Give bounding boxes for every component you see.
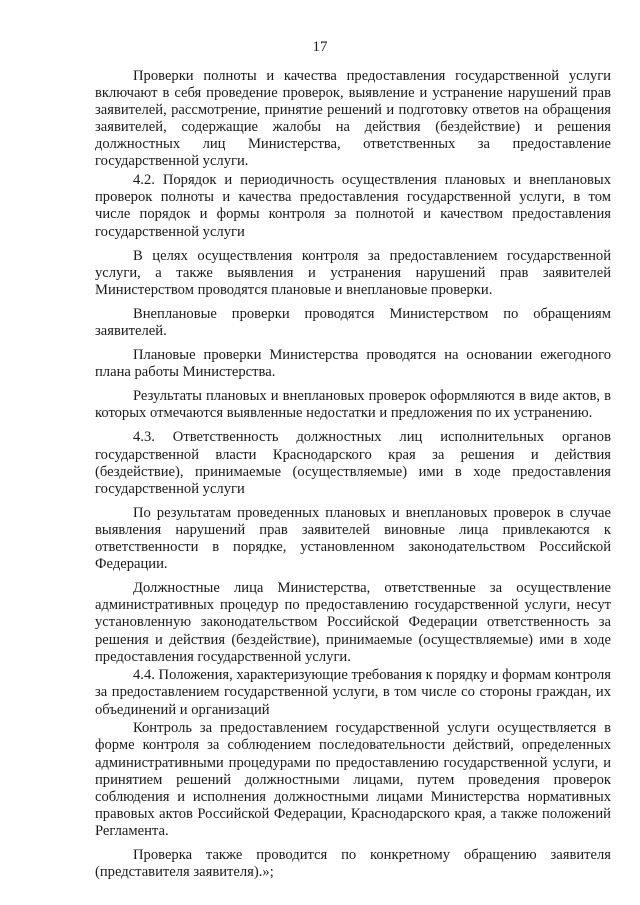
paragraph-inspections-scope: Проверки полноты и качества предоставления государственной услуги включают в себя проведение проверок, выявление и устранение нарушений прав заявителей, рассмотрение, принятие решений и подготовку ответов на обращения заявителей, содержащие жалобы на действия (бездействие) и решения должностных лиц Министерства, ответственных за предоставление государственной услуги. bbox=[95, 68, 611, 170]
paragraph-liability: По результатам проведенных плановых и внеплановых проверок в случае выявления нарушений прав заявителей виновные лица привлекаются к ответственности в порядке, установленном законодательством Российской Федерации. bbox=[95, 504, 611, 573]
paragraph-control-form: Контроль за предоставлением государственной услуги осуществляется в форме контроля за соблюдением последовательности действий, определенных административными процедурами по предоставлению государственной услуги, и принятием решений должностными лицами, путем проведения проверок соблюдения и исполнения должностными лицами Министерства нормативных правовых актов Российской Федерации, Краснодарского края, а также положений Регламента. bbox=[95, 720, 611, 839]
paragraph-inspection-results: Результаты плановых и внеплановых проверок оформляются в виде актов, в которых отмечаются выявленные недостатки и предложения по их устранению. bbox=[95, 388, 611, 422]
document-body bbox=[95, 68, 611, 883]
paragraph-scheduled-inspections: Плановые проверки Министерства проводятся на основании ежегодного плана работы Министерства. bbox=[95, 347, 611, 381]
section-heading-4-3: 4.3. Ответственность должностных лиц исполнительных органов государственной власти Краснодарского края за решения и действия (бездействие), принимаемые (осуществляемые) ими в ходе предоставления государственной услуги bbox=[95, 429, 611, 497]
section-heading-4-4: 4.4. Положения, характеризующие требования к порядку и формам контроля за предоставлением государственной услуги, в том числе со стороны граждан, их объединений и организаций bbox=[95, 667, 611, 718]
paragraph-unscheduled-inspections: Внеплановые проверки проводятся Министерством по обращениям заявителей. bbox=[95, 305, 611, 339]
paragraph-inspection-on-request: Проверка также проводится по конкретному обращению заявителя (представителя заявителя).»; bbox=[95, 847, 611, 881]
paragraph-officials-responsibility: Должностные лица Министерства, ответственные за осуществление административных процедур по предоставлению государственной услуги, несут установленную законодательством Российской Федерации ответственность за решения и действия (бездействие), принимаемые (осуществляемые) ими в ходе предоставления государственной услуги. bbox=[95, 580, 611, 665]
paragraph-control-purpose: В целях осуществления контроля за предоставлением государственной услуги, а также выявления и устранения нарушений прав заявителей Министерством проводятся плановые и внеплановые проверки. bbox=[95, 247, 611, 298]
page-number: 17 bbox=[312, 39, 328, 55]
section-heading-4-2: 4.2. Порядок и периодичность осуществления плановых и внеплановых проверок полноты и качества предоставления государственной услуги, в том числе порядок и формы контроля за полнотой и качеством предоставления государственной услуги bbox=[95, 172, 611, 240]
